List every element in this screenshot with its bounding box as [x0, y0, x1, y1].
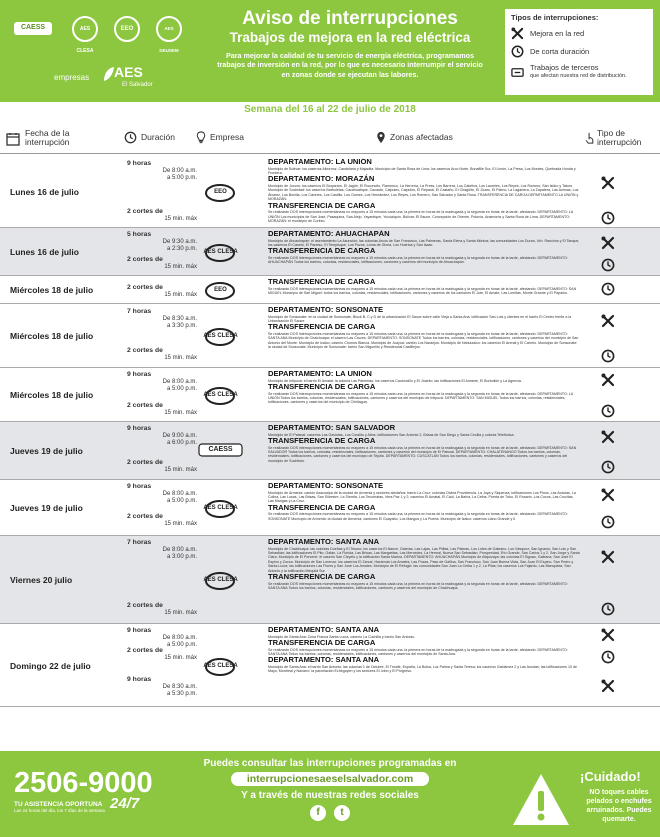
department-heading: DEPARTAMENTO: SONSONATE	[268, 482, 384, 490]
affected-zones	[268, 158, 580, 227]
tools-icon	[601, 628, 615, 642]
table-row	[0, 156, 660, 228]
zone-description: Se realizarán DOS interrupciones momentáneas no mayores a 15 minutos cada una, la primera en horas de la madrugada y la segunda en horas de la tarde, afectando: DEPARTAMENTO: SANTA ANA Todos los barrios, colonias, residenciales, lotificaciones, cantones y caseríos del municipio de Chalchuapa.	[268, 581, 568, 591]
zone-description: Se realizarán DOS interrupciones momentáneas no mayores a 15 minutos cada una, la primera en horas de la madrugada y la segunda en horas de la tarde, afectando: DEPARTAMENTO: SAN SALVADOR Todos los barrios, colonias, residenciales, lotificaciones, cantones y caseríos del municipio de El Paisnal. DEPARTAMENTO: CHALATENANGO Todos los barrios, colonias, residenciales, lotificaciones, cantones y caseríos del municipio de Tejutla. DEPARTAMENTO: CUSCATLÁN Todos los barrios, colonias, residenciales, lotificaciones, cantones y caseríos del municipio de Suchitoto.	[268, 445, 577, 463]
row-date: Miércoles 18 de julio	[10, 285, 94, 295]
tools-icon	[601, 550, 615, 564]
zone-description: Municipio de Santa Ana: el barrio San Antonio; las colonias 1 de Octubre, El Tricafé, España, La Bolsa, Luz Palma y Santa Teresa; los caseríos Galdámez 2 y Las Anodas; las lotificaciones 10 de Mayo, Montreal y Navarro; la parcelación Echegoyen y los sectores El Jobo y El Progreso.	[268, 665, 577, 674]
row-duration: 2 cortes de 15 min. máx	[127, 602, 197, 616]
asistencia-label: TU ASISTENCIA OPORTUNA Las 24 horas del día, los 7 días de la semana	[14, 801, 105, 813]
department-heading: TRANSFERENCIA DE CARGA	[268, 322, 376, 332]
company-logo	[198, 325, 243, 345]
hours-24-7: 24/7	[110, 795, 140, 812]
tools-icon	[601, 373, 615, 387]
col-fecha: Fecha de la interrupción	[6, 129, 116, 147]
tipos-legend	[505, 9, 653, 95]
row-duration: 2 cortes de 15 min. máx	[127, 459, 197, 473]
table-row	[0, 536, 660, 624]
row-duration: 2 cortes de 15 min. máx	[127, 256, 197, 270]
row-date: Miércoles 18 de julio	[10, 390, 94, 400]
phone-number[interactable]: 2506-9000	[14, 767, 153, 799]
legend-label: De corta duración	[530, 47, 590, 56]
row-duration: 9 horas De 9:00 a.m. a 6:00 p.m.	[127, 425, 197, 446]
table-row	[0, 480, 660, 536]
zone-description: Se realizarán DOS interrupciones momentáneas no mayores a 15 minutos cada una, la primera en horas de la madrugada y la segunda en horas de la tarde, afectando: DEPARTAMENTO: LA UNIÓN Los municipios de San José, Pasaquina, San Alejo, Yayantique, Yucuaiquín, Bolívar, El Sauce, Concepción de Oriente, Polorós, Anamorós y Santa Rosa de Lima. DEPARTAMENTO: MORAZÁN: el municipio de Corinto.	[268, 210, 573, 224]
department-heading: DEPARTAMENTO: SAN SALVADOR	[268, 424, 396, 432]
empresas-label: empresas	[54, 73, 90, 82]
transfer-icon	[511, 66, 524, 79]
table-row	[0, 624, 660, 707]
company-logo	[198, 569, 243, 589]
table-row	[0, 304, 660, 368]
company-logos	[6, 6, 211, 96]
clock-icon	[601, 349, 615, 363]
row-date: Domingo 22 de julio	[10, 660, 91, 671]
clock-icon	[601, 404, 615, 418]
legend-label: Trabajos de terceros que afectan nuestra red de distribución.	[530, 63, 627, 79]
row-duration: 2 cortes de 15 min. máx	[127, 347, 197, 361]
department-heading: TRANSFERENCIA DE CARGA	[268, 502, 376, 512]
table-row	[0, 228, 660, 276]
company-logo-label: AES CLESA	[203, 333, 238, 339]
zone-description: Se realizarán DOS interrupciones momentáneas no mayores a 15 minutos cada una, la primera en horas de la madrugada y la segunda en horas de la tarde, afectando: DEPARTAMENTO: SAN MIGUEL Municipio de San Miguel: todos los barrios, colonias, residenciales, lotificaciones, cantones y caseríos de los cantones El Jute, El Amate, Las Lomitas, Monte Grande y El Papalón.	[268, 286, 577, 295]
affected-zones	[268, 278, 580, 303]
clock-icon	[601, 258, 615, 272]
zone-description: Se realizarán DOS interrupciones momentáneas no mayores a 15 minutos cada una, la primera en horas de la madrugada y la segunda en horas de la tarde, afectando: DEPARTAMENTO: SANTA ANA Municipio de Chalchuapa: el caserío Las Cruces. DEPARTAMENTO: SONSONATE Todos los barrios, colonias, residenciales, lotificaciones, cantones y caseríos del municipio de San Antonio del Monte. Municipio de Izalco: caserío Chorros Blanca. Municipio de Juayúa: cantón Los Naranjos. Municipio de Nahuizalco: los caseríos El Arenal y El Carrelo. Municipio de Sonsonate: la ciudad de Sonsonate. Municipio de Sonsonate: barrio San Miguelito y Residencial Castillejos.	[268, 332, 579, 350]
zone-description: Municipio de Santa Ana: Zona Franca Santa Lucía, caserío La Cuchilla y barrio San Antonio.	[268, 634, 416, 639]
company-logo-label: AES CLESA	[203, 249, 238, 255]
department-heading: DEPARTAMENTO: LA UNIÓN	[268, 158, 372, 166]
legend-item-mejora	[511, 27, 647, 40]
affected-zones	[268, 626, 580, 706]
title-block	[215, 8, 485, 79]
hand-pointer-icon	[585, 132, 595, 145]
row-duration: 9 horas De 8:30 a.m. a 5:30 p.m.	[127, 676, 197, 697]
zone-description: Municipio de Chalchuapa: las colonias Dueñas y El Tesoro; los caseríos El Nance, Galeras, Las Lajas, Las Pilitas, Las Palmas, Los Lotes de Galeano, Los Vásquez, San Ignacio, San Luis y San Sebastián; las lotificaciones El Pito, Galán, La Florida, Las Brisas, Las Margaritas, Las Mercedes, La Hermal, Nueva San Sebastián, Prosperidad, Río Grande, San Carlos 1 y 2, San Jorge y Santa Clara. Municipio de El Porvenir: el caserío San Cleyelo y la lotificación Santa Marina. DEPARTAMENTO: AHUACHAPÁN Municipio de Atiquizaya: las colonias El Siguao, Galeana, San José El Espino y Zucca. Municipio de San Lorenzo: los caseríos El Zarzal, Hacienda Los Amates, Las Pozas, Paso de Gallina, San Francisco, San Juan Buena Vista, San Juan El Espino, San Pedro y Santa Lucía; las lotificaciones Las Flores y San José Los Amates. Municipio de El Refugio: las comunidades San Juan La Ceiba 1 y 2, La Pilas; los caseríos Los Fajardo, Las Blanquitas, San Antonio y la lotificación Mequilá Sur.	[268, 546, 580, 573]
row-duration: 9 horas De 8:00 a.m. a 5:00 p.m.	[127, 371, 197, 392]
row-duration: 9 horas De 8:00 a.m. a 5:00 p.m.	[127, 627, 197, 648]
clock-icon	[601, 282, 615, 296]
warning-icon	[510, 771, 572, 829]
clock-icon	[601, 211, 615, 225]
clock-icon	[124, 131, 137, 144]
department-heading: DEPARTAMENTO: SONSONATE	[268, 306, 384, 314]
company-logo-label: AES CLESA	[203, 505, 238, 511]
row-duration: 5 horas De 9:30 a.m. a 2:30 p.m.	[127, 231, 197, 252]
department-heading: DEPARTAMENTO: SANTA ANA	[268, 655, 380, 665]
tools-icon	[601, 236, 615, 250]
calendar-icon	[6, 132, 20, 146]
tools-icon	[601, 430, 615, 444]
tools-icon	[601, 488, 615, 502]
tools-icon	[601, 314, 615, 328]
company-logo	[198, 279, 243, 299]
company-logo	[198, 384, 243, 404]
zone-description: Municipio de Sonsonate: en la ciudad de Sonsonate, Block B, C y D de la urbanización El Sauce sobre calle Vieja a Santa Ana; lotificación San Luis y clientes en el barrio El Centro frente a la Urbanización El Sauce.	[268, 314, 572, 323]
clock-icon	[601, 602, 615, 616]
bulb-icon	[196, 131, 206, 144]
location-pin-icon	[376, 131, 386, 144]
row-duration: 2 cortes de 15 min. máx	[127, 402, 197, 416]
company-logo-label: EEO	[214, 287, 227, 293]
company-logo-label: AES CLESA	[203, 577, 238, 583]
logo-clesa: AES CLESA	[72, 16, 98, 42]
footer-banner	[0, 751, 660, 837]
zone-description: Municipio de Intipucá: el barrio El Amatal; la colonia Las Palmeras; los caseríos Cauloncillo y El Jícarito; las lotificaciones El Amame, El Borbollón y La Agencia.	[268, 378, 522, 383]
tipos-legend-title: Tipos de interrupciones:	[511, 13, 599, 22]
company-logo	[198, 181, 243, 201]
affected-zones	[268, 370, 580, 421]
department-heading: DEPARTAMENTO: LA UNIÓN	[268, 370, 372, 378]
department-heading: DEPARTAMENTO: SANTA ANA	[268, 626, 380, 634]
clock-icon	[601, 515, 615, 529]
clock-icon	[601, 460, 615, 474]
affected-zones	[268, 538, 580, 623]
row-date: Jueves 19 de julio	[10, 446, 83, 456]
tools-icon	[511, 27, 524, 40]
table-row	[0, 422, 660, 480]
warning-box	[510, 763, 650, 833]
department-heading: TRANSFERENCIA DE CARGA	[268, 246, 376, 256]
zone-description: Se realizarán DOS interrupciones momentáneas no mayores a 15 minutos cada una, la primera en horas de la madrugada y la segunda en horas de la tarde, afectando: DEPARTAMENTO: LA UNIÓN Todos los barrios, colonias, residenciales, lotificaciones, cantones y caseríos del municipio de Intipucá. DEPARTAMENTO: SAN MIGUEL Todos los barrios, colonias, residenciales, lotificaciones, cantones y caseríos del municipio de Chirilagua.	[268, 391, 573, 405]
intro-text: Para mejorar la calidad de tu servicio de energía eléctrica, programamos trabajos de inversión en la red, por lo que es necesario interrumpir el servicio en zonas donde se ejecutan las labores.	[217, 51, 483, 79]
footer-social-text: Y a través de nuestras redes sociales	[241, 790, 419, 801]
department-heading: DEPARTAMENTO: AHUACHAPÁN	[268, 230, 390, 238]
department-heading: DEPARTAMENTO: MORAZÁN	[268, 174, 375, 184]
company-logo-label: AES CLESA	[203, 392, 238, 398]
page-title: Aviso de interrupciones	[242, 8, 458, 29]
zone-description: Municipio de Ahuachapán: el asentamiento La Asunción; las colonias Arcos de San Francisco, Las Palmeras, Santa Elena y Santa Mónica; las comunidades Los Duran, Urb. Ranchos y El Tanque, los caseríos El Canelo, El Paraíso, El Tempisque, Los Pozos, Loma de Gloria, Los Huertos y San Isaac.	[268, 238, 580, 247]
legend-item-terceros	[511, 63, 647, 81]
column-header	[0, 124, 660, 154]
header-banner	[0, 0, 660, 102]
row-duration: 9 horas De 8:00 a.m. a 5:00 p.m.	[127, 483, 197, 504]
footer-consult-text: Puedes consultar las interrupciones programadas en	[203, 758, 457, 769]
col-empresa: Empresa	[196, 133, 244, 142]
row-date: Lunes 16 de julio	[10, 247, 79, 257]
department-heading: TRANSFERENCIA DE CARGA	[268, 638, 376, 647]
facebook-icon[interactable]: f	[310, 805, 326, 821]
row-duration: 7 horas De 8:30 a.m. a 3:30 p.m.	[127, 308, 197, 329]
company-logo-label: EEO	[214, 189, 227, 195]
zone-description: Municipio de Jocoro: los caseríos El Boquerón, El Jagüe, El Roconcito, Flamenco, La Herrería, La Press, Los Barrera, Los Cabritos, Los Laureles, Los Reyes, Los Romero, San Isidro y Taturo. Municipio de Sociedad: los caseríos Barbuletas, Cacahuatique, Cacaote, Calpules, Calpules, El Reparal, El Castaño, El Chagüite, El Jícaro, El Palmo, La Lagartera, La Zapatera, Las Animas, Los Álvarez, Los Bonilla, Los Cáceres, Los Castillo, Los Gomez, Los Hernández, Los Reyes, Los Romero, San Salvador y Santa Rosa. TRANSFERENCIA DE CARGA DEPARTAMENTO LA UNIÓN y MORAZÁN.	[268, 184, 579, 202]
department-heading: TRANSFERENCIA DE CARGA	[268, 278, 376, 286]
col-duracion: Duración	[124, 133, 175, 142]
row-duration: 7 horas De 8:00 a.m. a 3:00 p.m.	[127, 539, 197, 560]
row-duration: 2 cortes de 15 min. máx	[127, 513, 197, 527]
row-date: Viernes 20 julio	[10, 575, 73, 585]
clock-icon	[601, 650, 615, 664]
twitter-icon[interactable]: t	[334, 805, 350, 821]
aes-country: El Salvador	[122, 82, 153, 88]
row-date: Lunes 16 de julio	[10, 187, 79, 197]
company-logo	[198, 497, 243, 517]
zone-description: Municipio de Armenia: cantón Azacualpa de la ciudad de Armenia y sectores aledaños: barrio La Cruz; colonias Divina Providencia, La Joya y Siquenza; lotificaciones Los Pinos, Las Acacias, La Colina, Las Losas, Las Brisas, San Silvestre, La Sierrita, Los Tecomatas, Vera Paz 1 y 2; caseríos El Amatal, El Caúl, La Bahía, La Ceiba, Puerta de Tubo, El Rosario, Los Cocos, Las Crucitas, Las Mangas y La Cruz.	[268, 490, 576, 504]
row-duration: 9 horas De 8:00 a.m. a 5:00 p.m.	[127, 160, 197, 181]
tools-icon	[601, 679, 615, 693]
warning-text: NO toques cables pelados o enchufes arruinados. Puedes quemarte.	[586, 789, 652, 823]
legend-item-corta	[511, 45, 647, 58]
company-logo	[198, 241, 243, 261]
week-label: Semana del 16 al 22 de julio de 2018	[244, 104, 416, 115]
department-heading: TRANSFERENCIA DE CARGA	[268, 200, 376, 210]
zone-description: Se realizarán DOS interrupciones momentáneas no mayores a 15 minutos cada una, la primera en horas de la madrugada y la segunda en horas de la tarde, afectando: DEPARTAMENTO: SANTA ANA Todos los barrios, colonias, residenciales, lotificaciones, cantones y caseríos del municipio de Santa Ana.	[268, 647, 568, 656]
col-zonas: Zonas afectadas	[376, 133, 453, 142]
zone-description: Se realizarán DOS interrupciones momentáneas no mayores a 15 minutos cada una, la primera en horas de la madrugada y la segunda en horas de la tarde, afectando: DEPARTAMENTO: SONSONATE Municipio de Armenia: la ciudad de Armenia; cantones El Guayabo, Los Mangos y La Puerta. Municipio de Izalco: caseríos Llano Grande y II.	[268, 512, 568, 521]
logo-eeo: EEO	[114, 16, 140, 42]
department-heading: DEPARTAMENTO: SANTA ANA	[268, 538, 380, 546]
affected-zones	[268, 482, 580, 535]
footer-info	[185, 758, 475, 821]
zone-description: Se realizarán DOS interrupciones momentáneas no mayores a 15 minutos cada una, la primera en horas de la madrugada y la segunda en horas de la tarde, afectando: DEPARTAMENTO: AHUACHAPÁN Todos los barrios, colonias, residenciales, lotificaciones, cantones y caseríos del municipio de Ahuachapán.	[268, 256, 568, 265]
department-heading: TRANSFERENCIA DE CARGA	[268, 382, 376, 391]
company-logo-label: AES CLESA	[203, 662, 238, 669]
affected-zones	[268, 230, 580, 275]
department-heading: TRANSFERENCIA DE CARGA	[268, 572, 376, 582]
aes-logo-text: AES	[114, 64, 143, 80]
company-logo-label: CAESS	[208, 446, 233, 453]
zone-description: Municipio de Bolívar: los caseríos Albornoz, Candelaria y Majadita. Municipio de Santa Rosa de Lima: los caseríos Arco Norte, Bonafille Sur, El Limón, La Presa, Los Montes, Quebrada Honda y Frontera.	[268, 166, 576, 175]
website-link[interactable]: interrupcionesaeselsalvador.com	[231, 772, 429, 786]
company-logo	[198, 440, 243, 460]
department-heading: TRANSFERENCIA DE CARGA	[268, 436, 376, 445]
tools-icon	[601, 176, 615, 190]
affected-zones	[268, 306, 580, 367]
col-tipo: Tipo de interrupción	[585, 129, 655, 147]
affected-zones	[268, 424, 580, 479]
warning-title: ¡Cuidado!	[580, 769, 641, 784]
legend-label: Mejora en la red	[530, 29, 585, 38]
row-duration: 2 cortes de 15 min. máx	[127, 208, 197, 222]
logo-deusem: AES DEUSEM	[156, 16, 182, 42]
clock-icon	[511, 45, 524, 58]
logo-caess: CAESS	[14, 22, 52, 35]
row-date: Jueves 19 de julio	[10, 503, 83, 513]
row-duration: 2 cortes de 15 min. máx	[127, 647, 197, 661]
company-logo	[198, 655, 243, 675]
table-row	[0, 368, 660, 422]
page-subtitle: Trabajos de mejora en la red eléctrica	[229, 30, 471, 45]
interruptions-table	[0, 156, 660, 707]
row-duration: 2 cortes de 15 min. máx	[127, 284, 197, 298]
table-row	[0, 276, 660, 304]
row-date: Miércoles 18 de julio	[10, 331, 94, 341]
zone-description: Municipio de El Paisnal: caseríos Las Gaviotas, Los Coralito y Altos; lotificaciones San Antonio 2, Brisas de San Diego y Santa Cecilia y colonia Telefónica.	[268, 432, 515, 437]
